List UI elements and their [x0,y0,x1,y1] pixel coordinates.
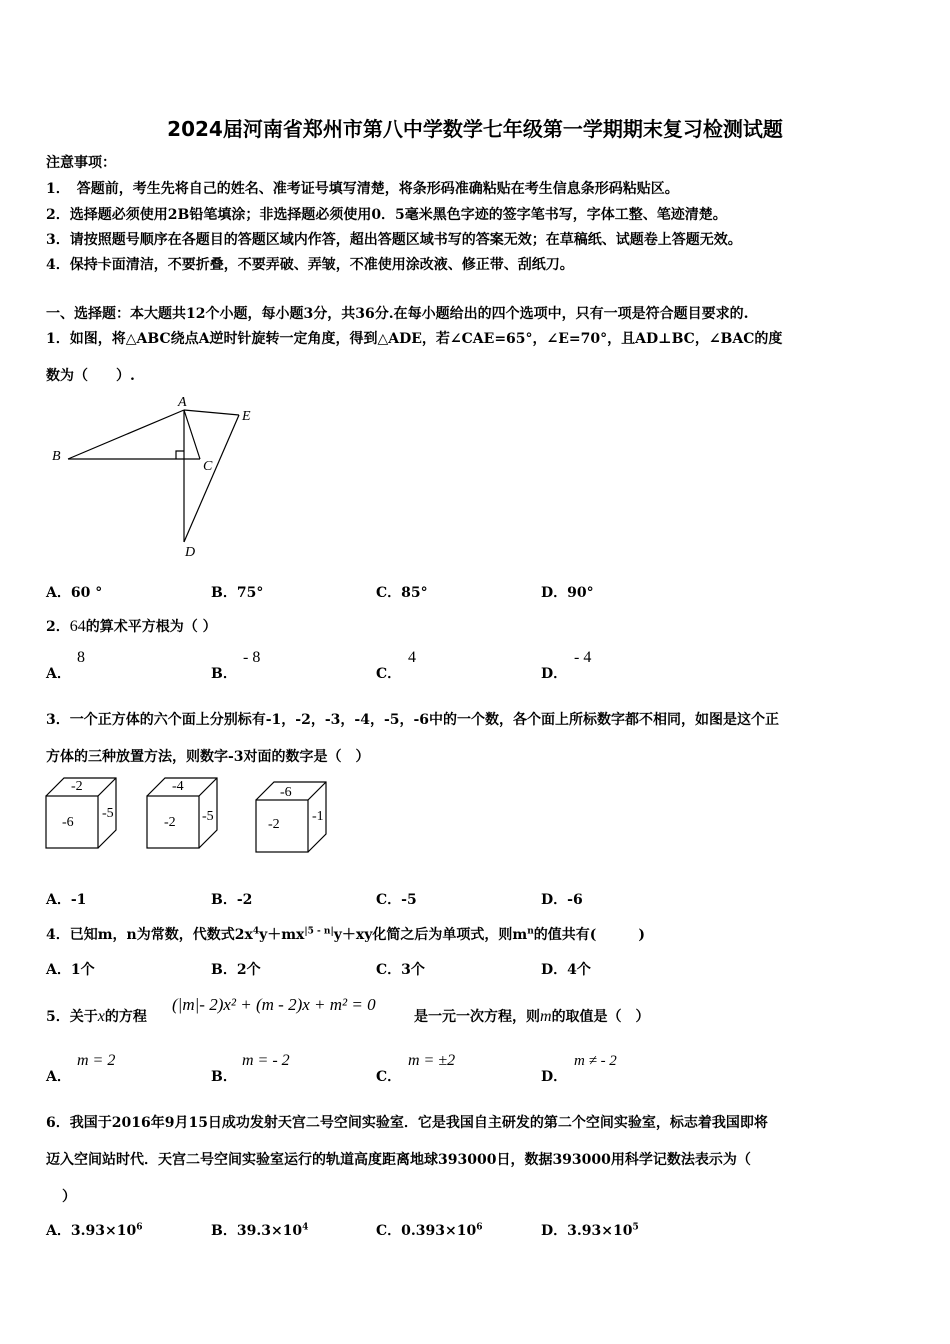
label-b: B [52,449,61,464]
label-e: E [242,409,251,424]
page-title: 2024届河南省郑州市第八中学数学七年级第一学期期末复习检测试题 [167,117,783,141]
notice-item-4: 4．保持卡面清洁，不要折叠，不要弄破、弄皱，不准使用涂改液、修正带、刮纸刀。 [46,257,574,273]
q2-option-c-value: 4 [408,649,416,666]
q1-option-b[interactable]: B．75° [211,585,264,601]
q2-option-b-letter[interactable]: B． [211,666,237,682]
q5-option-c-value: m = ±2 [408,1052,456,1069]
q4-option-a[interactable]: A．1个 [46,962,95,978]
q6-option-d[interactable]: D．$3.93\times 10^5$ [541,1222,639,1239]
cube2-top: -4 [172,779,184,794]
notice-heading: 注意事项： [46,155,116,171]
q4-option-d[interactable]: D．4个 [541,962,591,978]
notice-item-2: 2．选择题必须使用2B铅笔填涂；非选择题必须使用0．5毫米黑色字迹的签字笔书写，字体工整、笔迹清楚。 [46,207,727,223]
q1-option-d[interactable]: D．90° [541,585,594,601]
q2-option-b-value: - 8 [243,649,261,666]
q5-option-b-letter[interactable]: B． [211,1069,237,1085]
q4-option-b[interactable]: B．2个 [211,962,261,978]
label-c: C [203,459,213,474]
cube3-side: -1 [312,809,324,824]
cube3-top: -6 [280,785,292,800]
notice-item-3: 3．请按照题号顺序在各题目的答题区域内作答，超出答题区域书写的答案无效；在草稿纸、试题卷上答题无效。 [46,232,742,248]
q3-text-line1: 3．一个正方体的六个面上分别标有-1，-2，-3，-4，-5，-6中的一个数，各个面上所标数字都不相同，如图是这个正 [46,712,780,728]
q2-option-a-letter[interactable]: A． [46,666,71,682]
q5-text-end: 是一元一次方程，则m的取值是（ ） [414,1008,650,1025]
q3-cubes-figure [40,772,340,857]
q5-option-d-value: m ≠ - 2 [574,1053,617,1069]
q5-option-a-letter[interactable]: A． [46,1069,71,1085]
q2-option-d-letter[interactable]: D． [541,666,568,682]
q5-option-d-letter[interactable]: D． [541,1069,568,1085]
q3-text-line2: 方体的三种放置方法，则数字-3对面的数字是（ ） [46,749,370,765]
q5-equation: (|m|- 2)x² + (m - 2)x + m² = 0 [172,995,376,1014]
q3-option-a[interactable]: A．-1 [46,892,87,908]
q5-option-b-value: m = - 2 [242,1052,290,1069]
q1-option-a[interactable]: A．60 ° [46,585,103,601]
label-d: D [185,545,196,560]
q2-radicand: 64 [69,618,86,635]
q5-option-c-letter[interactable]: C． [376,1069,402,1085]
q1-text-line2: 数为（ ）. [46,368,135,384]
q5-text: 5．关于x的方程 [46,1008,147,1025]
q1-triangle-figure [48,390,268,560]
q6-text-line3: ） [62,1189,76,1205]
cube1-side: -5 [102,806,114,821]
cube2-side: -5 [202,809,214,824]
q3-option-c[interactable]: C．-5 [376,892,417,908]
cube3-front: -2 [268,817,280,832]
q2-text: 2．64的算术平方根为（ ） [46,618,217,635]
cube1-front: -6 [62,815,74,830]
label-a: A [178,395,187,410]
q1-option-c[interactable]: C．85° [376,585,428,601]
q6-option-c[interactable]: C．$0.393\times 10^6$ [376,1222,483,1239]
q1-text-line1: 1．如图，将△ABC绕点A逆时针旋转一定角度，得到△ADE，若∠CAE=65°，∠E=70°，且AD⊥BC，∠BAC的度 [46,331,783,347]
q5-option-a-value: m = 2 [77,1052,116,1069]
q2-option-a-value: 8 [77,649,85,666]
q2-option-c-letter[interactable]: C． [376,666,402,682]
q6-option-b[interactable]: B．$39.3\times 10^4$ [211,1222,309,1239]
q2-option-d-value: - 4 [574,649,592,666]
notice-item-1: 1． 答题前，考生先将自己的姓名、准考证号填写清楚，将条形码准确粘贴在考生信息条形码粘贴区。 [46,181,679,197]
q4-option-c[interactable]: C．3个 [376,962,425,978]
section-heading: 一、选择题：本大题共12个小题，每小题3分，共36分.在每小题给出的四个选项中，只有一项是符合题目要求的. [46,306,749,322]
q6-option-a[interactable]: A．$3.93\times 10^6$ [46,1222,143,1239]
q6-text-line2: 迈入空间站时代．天宫二号空间实验室运行的轨道高度距离地球393000日，数据393000用科学记数法表示为（ [46,1152,751,1168]
q3-option-d[interactable]: D．-6 [541,892,583,908]
cube2-front: -2 [164,815,176,830]
q4-text: 4．已知m，n为常数，代数式$2x^4y+mx^{|5 - n|}y+xy$化简之后为单项式，则$m^n$的值共有( ) [46,926,645,943]
q3-option-b[interactable]: B．-2 [211,892,253,908]
cube1-top: -2 [71,779,83,794]
q6-text-line1: 6．我国于2016年9月15日成功发射天宫二号空间实验室．它是我国自主研发的第二个空间实验室，标志着我国即将 [46,1115,768,1131]
